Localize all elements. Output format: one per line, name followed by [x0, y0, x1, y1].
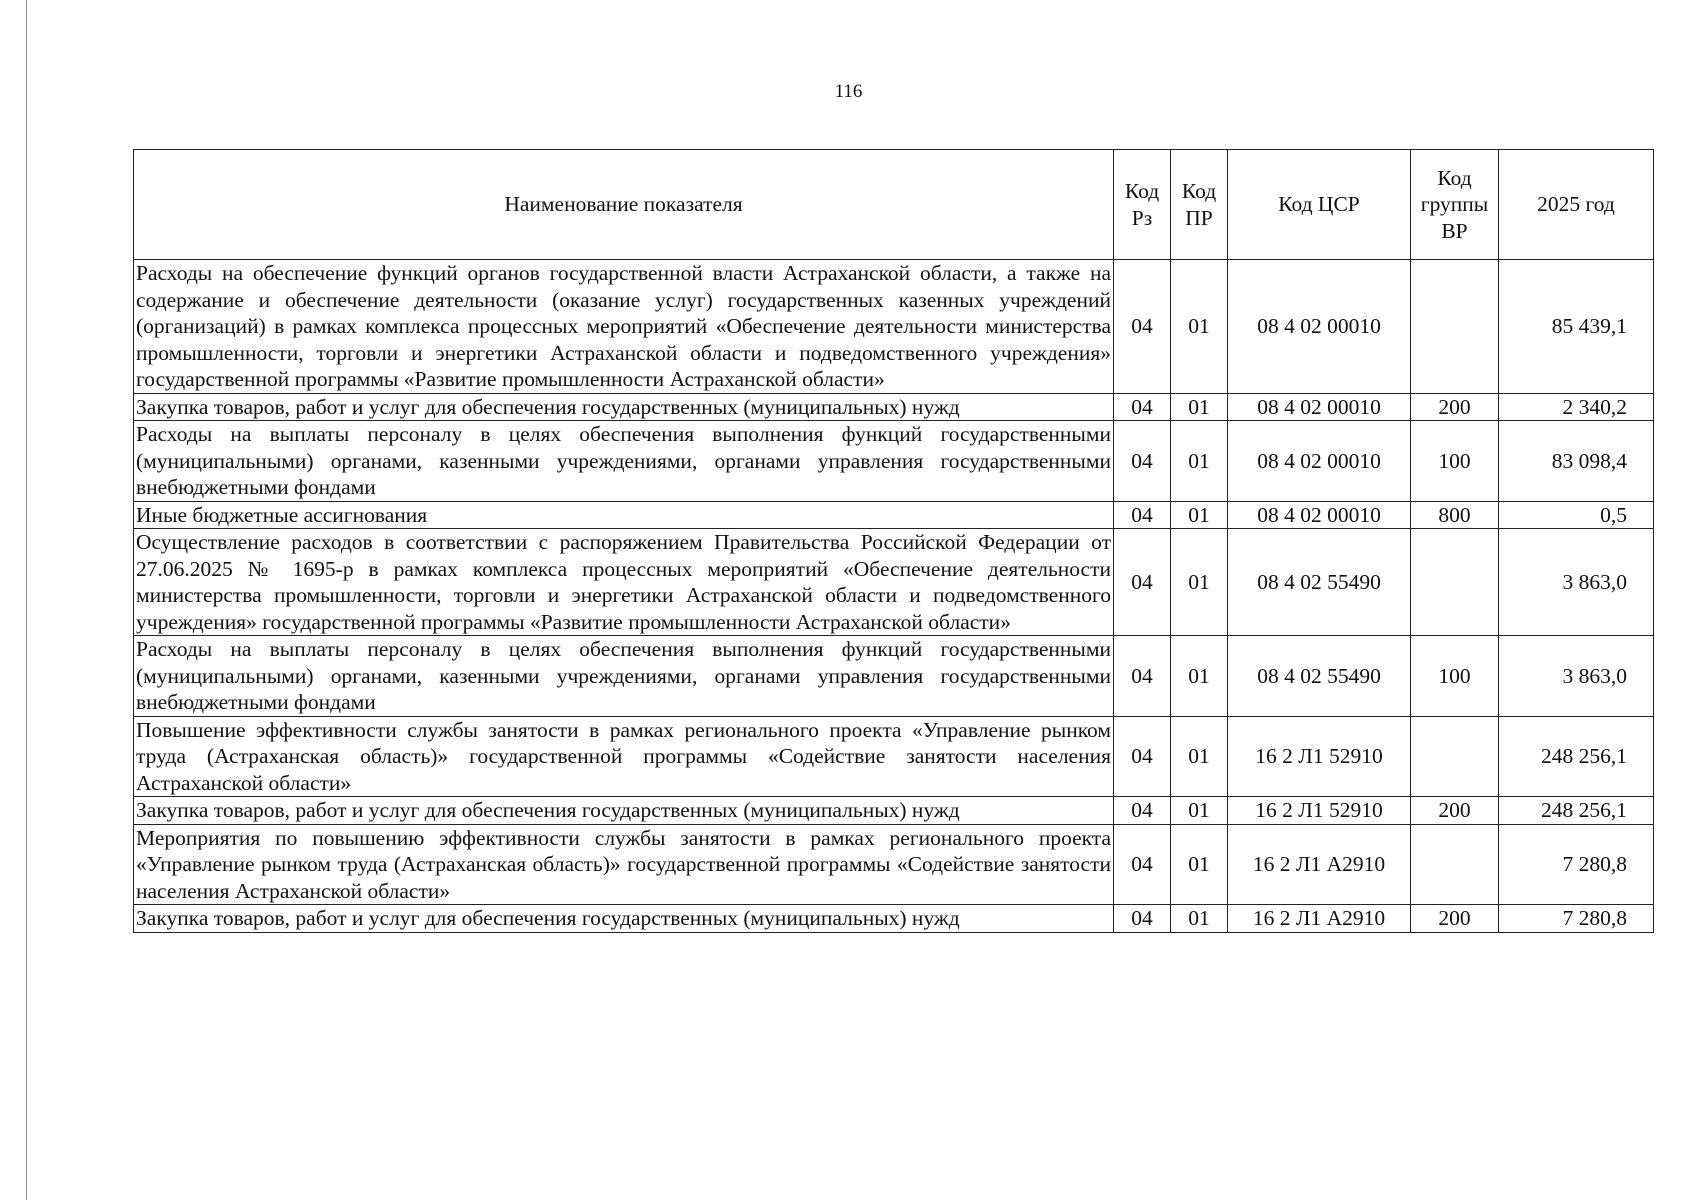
row-vr [1411, 260, 1499, 394]
row-vr: 200 [1411, 393, 1499, 421]
row-csr: 08 4 02 00010 [1228, 260, 1411, 394]
row-name: Расходы на выплаты персоналу в целях обеспечения выполнения функций государственными (муниципальными) органами, казенными учреждениями, органами управления государственными внебюджетными фондами [134, 421, 1114, 502]
binding-line [26, 0, 27, 1200]
row-amount: 248 256,1 [1499, 797, 1654, 825]
row-name: Закупка товаров, работ и услуг для обеспечения государственных (муниципальных) нужд [134, 393, 1114, 421]
table-body [134, 260, 1654, 933]
page-number: 116 [834, 81, 863, 102]
row-rz: 04 [1114, 797, 1171, 825]
row-rz: 04 [1114, 529, 1171, 636]
row-amount: 248 256,1 [1499, 716, 1654, 797]
row-amount: 7 280,8 [1499, 824, 1654, 905]
table-row [134, 636, 1654, 717]
row-csr: 08 4 02 00010 [1228, 393, 1411, 421]
header-row [134, 150, 1654, 260]
row-rz: 04 [1114, 716, 1171, 797]
row-pr: 01 [1171, 797, 1228, 825]
row-pr: 01 [1171, 260, 1228, 394]
row-pr: 01 [1171, 501, 1228, 529]
row-name: Осуществление расходов в соответствии с распоряжением Правительства Российской Федерации от 27.06.2025 № 1695-р в рамках комплекса процессных мероприятий «Обеспечение деятельности министерства промышленности, торговли и энергетики Астраханской области и подведомственного учреждения» государственной программы «Развитие промышленности Астраханской области» [134, 529, 1114, 636]
row-rz: 04 [1114, 905, 1171, 933]
table-row [134, 716, 1654, 797]
row-vr: 100 [1411, 421, 1499, 502]
row-amount: 7 280,8 [1499, 905, 1654, 933]
row-amount: 0,5 [1499, 501, 1654, 529]
table-row [134, 529, 1654, 636]
table-row [134, 905, 1654, 933]
row-rz: 04 [1114, 393, 1171, 421]
table-row [134, 393, 1654, 421]
row-name: Закупка товаров, работ и услуг для обеспечения государственных (муниципальных) нужд [134, 905, 1114, 933]
row-pr: 01 [1171, 421, 1228, 502]
row-csr: 16 2 Л1 А2910 [1228, 824, 1411, 905]
row-rz: 04 [1114, 636, 1171, 717]
table-row [134, 501, 1654, 529]
row-name: Расходы на выплаты персоналу в целях обеспечения выполнения функций государственными (муниципальными) органами, казенными учреждениями, органами управления государственными внебюджетными фондами [134, 636, 1114, 717]
row-rz: 04 [1114, 260, 1171, 394]
row-csr: 16 2 Л1 52910 [1228, 797, 1411, 825]
row-rz: 04 [1114, 501, 1171, 529]
table-row [134, 421, 1654, 502]
row-pr: 01 [1171, 716, 1228, 797]
row-amount: 85 439,1 [1499, 260, 1654, 394]
row-vr [1411, 716, 1499, 797]
row-vr: 100 [1411, 636, 1499, 717]
row-rz: 04 [1114, 824, 1171, 905]
table-row [134, 260, 1654, 394]
header-vr: Код группы ВР [1411, 150, 1499, 260]
row-amount: 2 340,2 [1499, 393, 1654, 421]
row-name: Расходы на обеспечение функций органов государственной власти Астраханской области, а также на содержание и обеспечение деятельности (оказание услуг) государственных казенных учреждений (организаций) в рамках комплекса процессных мероприятий «Обеспечение деятельности министерства промышленности, торговли и энергетики Астраханской области и подведомственного учреждения» государственной программы «Развитие промышленности Астраханской области» [134, 260, 1114, 394]
row-pr: 01 [1171, 905, 1228, 933]
row-pr: 01 [1171, 529, 1228, 636]
header-year: 2025 год [1499, 150, 1654, 260]
row-amount: 3 863,0 [1499, 529, 1654, 636]
row-name: Закупка товаров, работ и услуг для обеспечения государственных (муниципальных) нужд [134, 797, 1114, 825]
row-name: Повышение эффективности службы занятости в рамках регионального проекта «Управление рынком труда (Астраханская область)» государственной программы «Содействие занятости населения Астраханской области» [134, 716, 1114, 797]
header-rz: Код Рз [1114, 150, 1171, 260]
row-rz: 04 [1114, 421, 1171, 502]
row-csr: 08 4 02 00010 [1228, 421, 1411, 502]
row-vr: 800 [1411, 501, 1499, 529]
row-csr: 08 4 02 55490 [1228, 636, 1411, 717]
row-pr: 01 [1171, 393, 1228, 421]
row-name: Мероприятия по повышению эффективности службы занятости в рамках регионального проекта «Управление рынком труда (Астраханская область)» государственной программы «Содействие занятости населения Астраханской области» [134, 824, 1114, 905]
row-csr: 08 4 02 55490 [1228, 529, 1411, 636]
row-csr: 16 2 Л1 А2910 [1228, 905, 1411, 933]
row-vr [1411, 529, 1499, 636]
row-amount: 3 863,0 [1499, 636, 1654, 717]
row-vr: 200 [1411, 797, 1499, 825]
table-row [134, 797, 1654, 825]
header-name: Наименование показателя [134, 150, 1114, 260]
budget-table [133, 149, 1654, 933]
row-vr: 200 [1411, 905, 1499, 933]
table-header [134, 150, 1654, 260]
row-csr: 08 4 02 00010 [1228, 501, 1411, 529]
row-amount: 83 098,4 [1499, 421, 1654, 502]
row-csr: 16 2 Л1 52910 [1228, 716, 1411, 797]
table-row [134, 824, 1654, 905]
row-vr [1411, 824, 1499, 905]
row-name: Иные бюджетные ассигнования [134, 501, 1114, 529]
row-pr: 01 [1171, 636, 1228, 717]
row-pr: 01 [1171, 824, 1228, 905]
header-csr: Код ЦСР [1228, 150, 1411, 260]
header-pr: Код ПР [1171, 150, 1228, 260]
